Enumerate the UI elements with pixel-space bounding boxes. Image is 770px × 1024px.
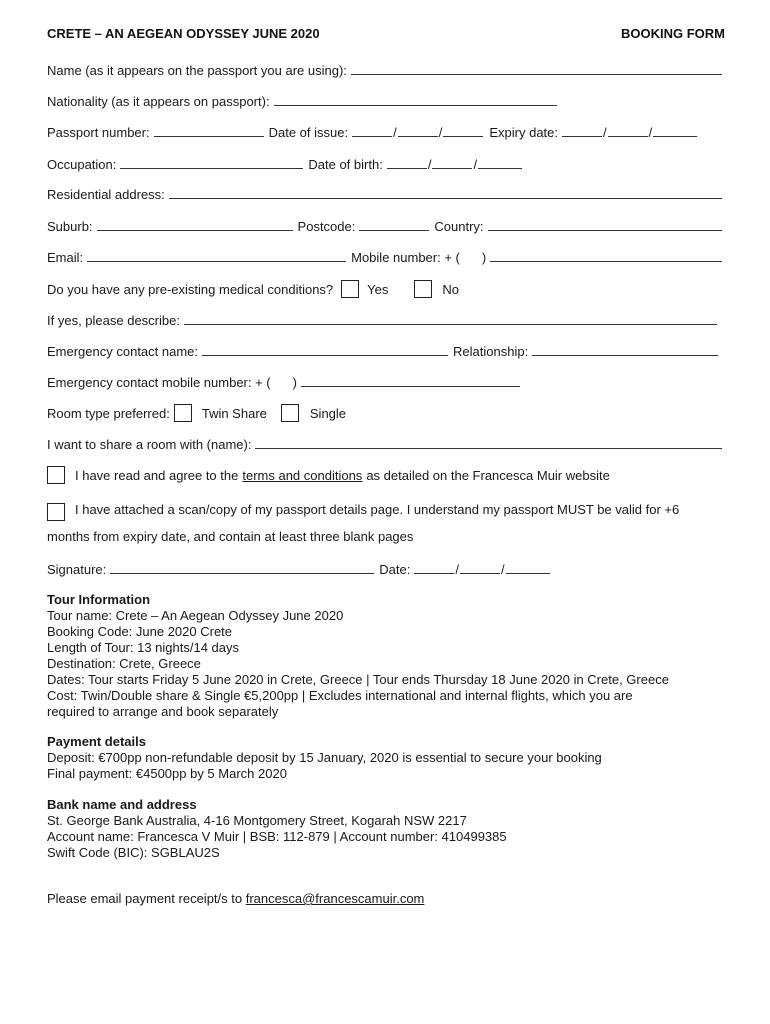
emergency-name-field[interactable] [202, 342, 448, 356]
dob-day-field[interactable] [387, 155, 427, 169]
passport-number-field[interactable] [154, 123, 264, 137]
residential-address-field[interactable] [169, 185, 722, 199]
terms-checkbox[interactable] [47, 466, 65, 484]
payment-details-section [47, 734, 727, 782]
form-label: BOOKING FORM [621, 26, 725, 41]
passport-attached-text-line1: I have attached a scan/copy of my passport details page. I understand my passport MUST be valid for +6 [75, 501, 680, 517]
payment-line: Deposit: €700pp non-refundable deposit by 15 January, 2020 is essential to secure your booking [47, 750, 602, 765]
medical-no-checkbox[interactable] [414, 280, 432, 298]
nationality-label: Nationality (as it appears on passport): [47, 94, 270, 109]
payment-details-heading: Payment details [47, 734, 146, 749]
terms-suffix-text: as detailed on the Francesca Muir website [366, 467, 610, 483]
medical-row [47, 279, 723, 299]
issue-month-field[interactable] [398, 123, 438, 137]
emergency-mobile-row [47, 373, 723, 391]
emergency-contact-row [47, 342, 719, 360]
nationality-row [47, 92, 723, 110]
suburb-field[interactable] [97, 217, 293, 231]
medical-yes-checkbox[interactable] [341, 280, 359, 298]
name-row [47, 61, 723, 79]
bank-heading: Bank name and address [47, 797, 197, 812]
expiry-year-field[interactable] [653, 123, 697, 137]
emergency-mobile-close-paren: ) [292, 375, 297, 390]
share-with-field[interactable] [255, 435, 722, 449]
signature-row: Signature: Date: / / [47, 560, 723, 578]
issue-year-field[interactable] [443, 123, 483, 137]
suburb-label: Suburb: [47, 219, 93, 234]
emergency-mobile-label: Emergency contact mobile number: + ( [47, 375, 271, 390]
tour-info-line: Destination: Crete, Greece [47, 656, 201, 671]
share-with-label: I want to share a room with (name): [47, 437, 252, 452]
passport-attached-row [47, 497, 679, 521]
email-receipt-line [47, 891, 424, 906]
date-of-birth-label: Date of birth: [308, 157, 383, 172]
twin-share-label: Twin Share [201, 405, 267, 421]
tour-info-line: Booking Code: June 2020 Crete [47, 624, 233, 639]
postcode-label: Postcode: [297, 219, 356, 234]
email-field[interactable] [87, 248, 346, 262]
occupation-label: Occupation: [47, 157, 117, 172]
country-field[interactable] [488, 217, 722, 231]
mobile-number-label: Mobile number: + ( [351, 250, 460, 265]
bank-line: Swift Code (BIC): SGBLAU2S [47, 845, 220, 860]
terms-prefix-text: I have read and agree to the [75, 467, 239, 483]
passport-attached-text-line2: months from expiry date, and contain at least three blank pages [47, 529, 414, 544]
share-room-row [47, 435, 723, 453]
bank-line: St. George Bank Australia, 4-16 Montgomery Street, Kogarah NSW 2217 [47, 813, 467, 828]
postcode-field[interactable] [359, 217, 429, 231]
mobile-close-paren: ) [481, 250, 487, 265]
tour-info-line: required to arrange and book separately [47, 704, 279, 719]
medical-yes-label: Yes [367, 281, 389, 297]
passport-number-label: Passport number: [47, 125, 150, 140]
signature-month-field[interactable] [460, 560, 500, 574]
name-field[interactable] [351, 61, 722, 75]
passport-attached-checkbox[interactable] [47, 503, 65, 521]
tour-information-section [47, 592, 727, 720]
tour-info-line: Dates: Tour starts Friday 5 June 2020 in Crete, Greece | Tour ends Thursday 18 June 2020 in Crete, Greece [47, 672, 669, 687]
room-type-row [47, 403, 723, 423]
mobile-number-field[interactable] [490, 248, 722, 262]
name-label: Name (as it appears on the passport you are using): [47, 63, 347, 78]
email-row [47, 248, 723, 266]
expiry-day-field[interactable] [562, 123, 602, 137]
signature-year-field[interactable] [506, 560, 550, 574]
payment-line: Final payment: €4500pp by 5 March 2020 [47, 766, 287, 781]
medical-question-label: Do you have any pre-existing medical conditions? [47, 281, 334, 297]
expiry-month-field[interactable] [608, 123, 648, 137]
occupation-row: Occupation: Date of birth: / / [47, 155, 723, 173]
terms-row [47, 466, 610, 484]
nationality-field[interactable] [274, 92, 557, 106]
medical-describe-row [47, 311, 718, 329]
relationship-field[interactable] [532, 342, 718, 356]
issue-day-field[interactable] [352, 123, 392, 137]
contact-email-link[interactable]: francesca@francescamuir.com [245, 891, 425, 906]
terms-link[interactable]: terms and conditions [242, 467, 363, 483]
occupation-field[interactable] [120, 155, 303, 169]
dob-year-field[interactable] [478, 155, 522, 169]
tour-information-heading: Tour Information [47, 592, 151, 607]
room-type-label: Room type preferred: [47, 405, 170, 421]
bank-section [47, 797, 727, 861]
medical-describe-field[interactable] [184, 311, 717, 325]
expiry-date-label: Expiry date: [489, 125, 559, 140]
residential-address-label: Residential address: [47, 187, 165, 202]
if-yes-label: If yes, please describe: [47, 313, 180, 328]
signature-field[interactable] [110, 560, 374, 574]
tour-info-line: Length of Tour: 13 nights/14 days [47, 640, 240, 655]
bank-line: Account name: Francesca V Muir | BSB: 112-879 | Account number: 410499385 [47, 829, 507, 844]
medical-no-label: No [442, 281, 460, 297]
dob-month-field[interactable] [432, 155, 472, 169]
passport-row: Passport number: Date of issue: / / Expiry date: / / [47, 123, 723, 141]
signature-day-field[interactable] [414, 560, 454, 574]
suburb-row [47, 217, 723, 235]
single-label: Single [309, 405, 347, 421]
tour-info-line: Cost: Twin/Double share & Single €5,200pp | Excludes international and internal flights, which you are [47, 688, 633, 703]
address-row [47, 185, 723, 203]
email-receipt-prefix: Please email payment receipt/s to [47, 891, 243, 906]
single-checkbox[interactable] [281, 404, 299, 422]
emergency-name-label: Emergency contact name: [47, 344, 199, 359]
country-label: Country: [434, 219, 484, 234]
twin-share-checkbox[interactable] [174, 404, 192, 422]
emergency-mobile-field[interactable] [301, 373, 520, 387]
date-of-issue-label: Date of issue: [268, 125, 349, 140]
signature-date-label: Date: [379, 562, 411, 577]
email-label: Email: [47, 250, 84, 265]
signature-label: Signature: [47, 562, 107, 577]
relationship-label: Relationship: [453, 344, 529, 359]
tour-info-line: Tour name: Crete – An Aegean Odyssey June 2020 [47, 608, 344, 623]
form-title: CRETE – AN AEGEAN ODYSSEY JUNE 2020 [47, 26, 320, 41]
